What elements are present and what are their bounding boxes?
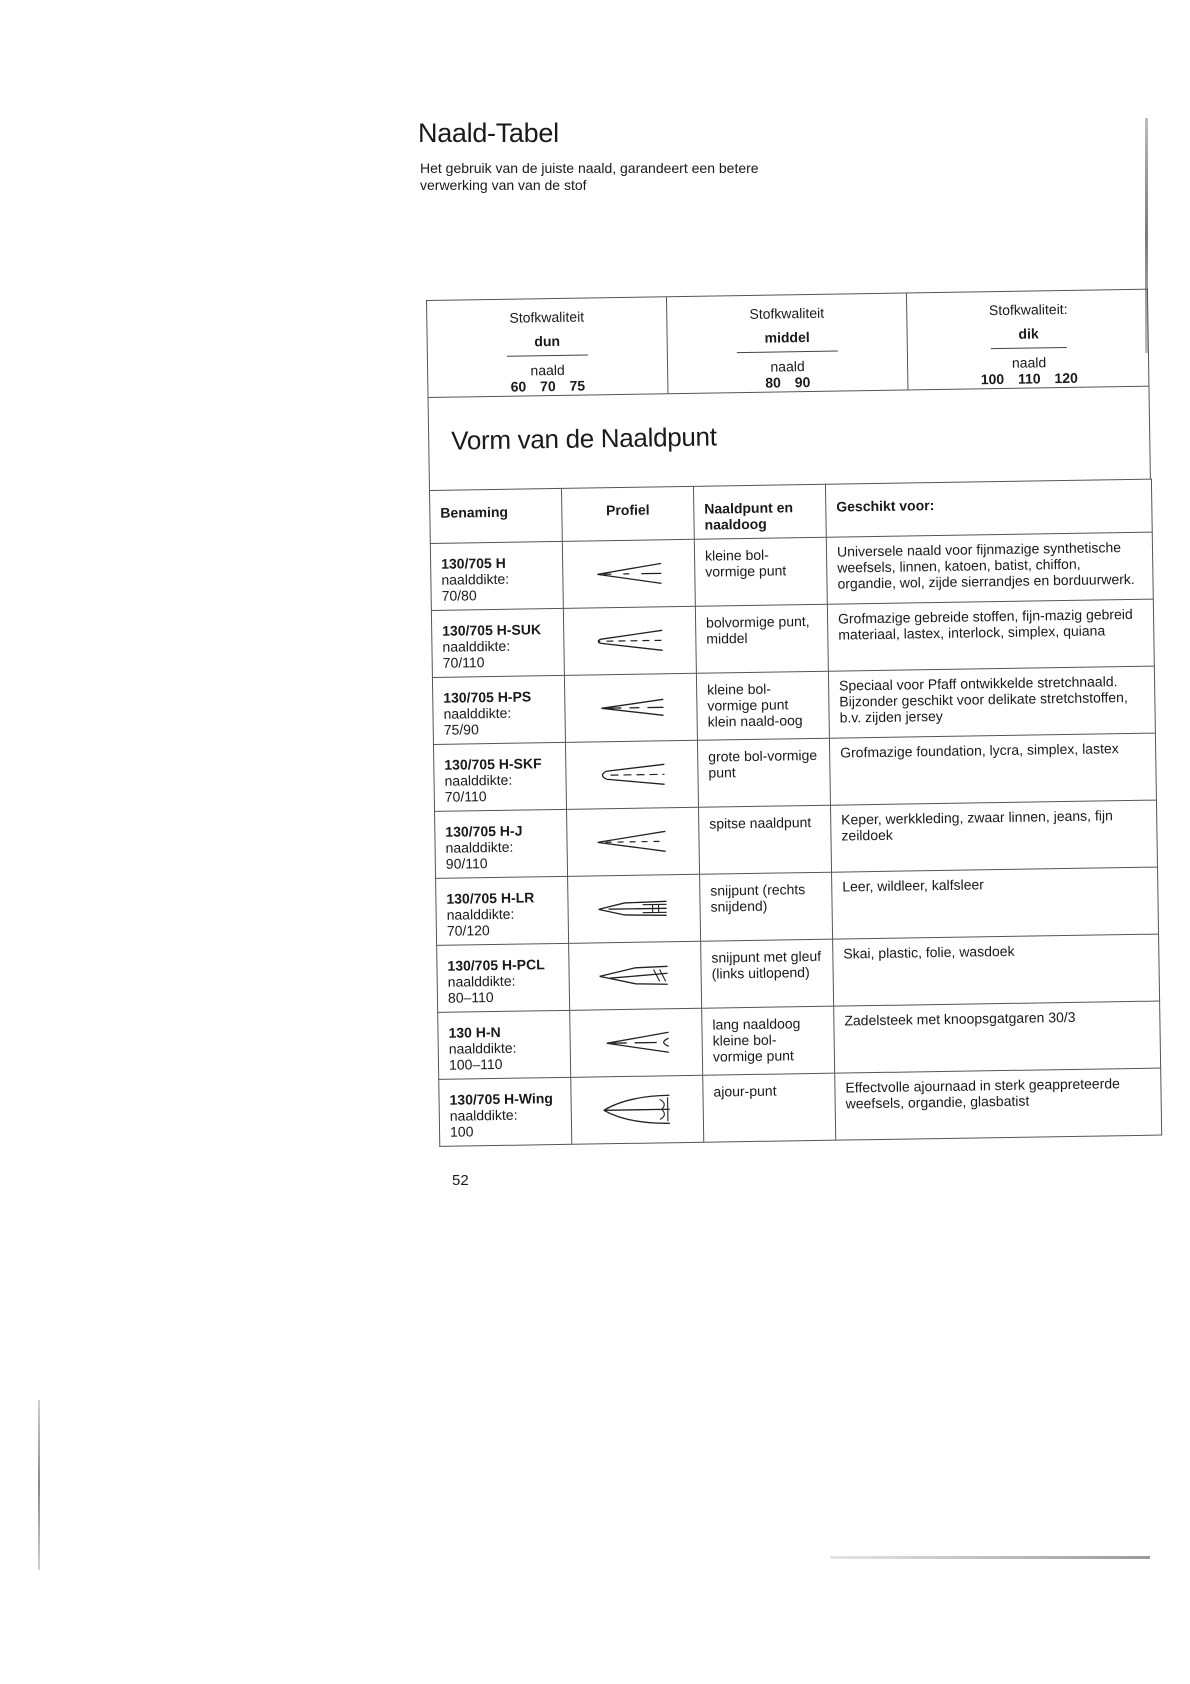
needle-name-cell [435,809,568,878]
needle-leather-left-icon [595,951,676,1000]
needle-long-eye-icon [596,1018,677,1067]
fabric-quality-label: Stofkwaliteit: [988,300,1068,319]
needle-use-cell: Grofmazige gebreide stoffen, fijn-mazig gebreid materiaal, lastex, interlock, simplex, quiana [827,599,1154,671]
needle-label: naald [770,358,805,375]
table-row [437,934,1160,1012]
fabric-quality-thin [427,297,668,397]
needle-use-cell: Grofmazige foundation, lycra, simplex, lastex [829,733,1156,805]
needle-dim: 100–110 [448,1055,503,1073]
needle-name-cell [430,541,563,610]
page-title: Naald-Tabel [418,118,559,148]
needle-name: 130/705 H-PCL [447,956,545,974]
needle-point-cell: spitse naaldpunt [699,805,832,874]
needle-wing-icon [597,1085,678,1134]
needle-large-ball-icon [592,750,673,799]
needle-dim-label: naalddikte: [445,838,514,856]
needle-dim: 70/120 [446,922,490,939]
needle-profile-cell [562,539,695,608]
needle-profile-cell [567,807,700,876]
needle-name-cell [438,1010,571,1079]
needle-name-cell [431,608,564,677]
fabric-quality-medium [667,293,908,393]
needle-dim-label: naalddikte: [442,637,511,655]
needle-point-cell: snijpunt met gleuf (links uitlopend) [701,939,834,1008]
needle-name-cell [439,1077,572,1146]
needle-name: 130/705 H-PS [443,688,532,706]
needle-point-cell: kleine bol-vormige punt klein naald-oog [696,671,829,740]
needle-use-cell: Universele naald voor fijnmazige synthetische weefsels, linnen, katoen, batist, chiffon, organdie, wol, zijde sierrandjes en borduurwerk. [826,532,1153,604]
needle-sharp-icon [593,817,674,866]
needle-dim: 75/90 [443,721,479,738]
table-row [430,532,1153,610]
needle-name-cell [436,876,569,945]
needle-dim: 70/110 [442,654,485,671]
fabric-quality-label: Stofkwaliteit [749,304,825,322]
fabric-quality-grade: dik [990,325,1067,349]
table-row [436,867,1159,945]
needle-profile-cell [564,673,697,742]
needle-profile-cell [565,740,698,809]
scan-edge [38,1400,40,1570]
needle-point-cell: grote bol-vormige punt [697,738,830,807]
needle-rows [430,532,1161,1146]
column-header-profile: Profiel [561,486,694,541]
needle-name: 130/705 H-SUK [442,621,542,639]
needle-universal-icon [588,549,669,598]
needle-dim-label: naalddikte: [447,972,516,990]
needle-name: 130/705 H-J [445,822,523,840]
needle-dim: 70/110 [444,788,487,805]
needle-profile-cell [569,941,702,1010]
needle-sizes: 60 70 75 [510,377,586,395]
table-row [432,666,1155,744]
fabric-quality-grade: middel [736,329,837,354]
needle-use-cell: Speciaal voor Pfaff ontwikkelde stretchnaald. Bijzonder geschikt voor delikate stretchstoffen, b.v. zijden jersey [828,666,1155,738]
fabric-quality-thick [907,290,1150,390]
needle-dim-label: naalddikte: [441,570,510,588]
needle-point-cell: lang naaldoog kleine bol-vormige punt [702,1006,835,1075]
fabric-quality-label: Stofkwaliteit [509,308,585,326]
table-row [435,800,1158,878]
needle-ballpoint-icon [590,616,671,665]
column-header-use: Geschikt voor: [825,479,1152,537]
needle-point-cell: ajour-punt [703,1073,836,1142]
needle-dim: 80–110 [447,989,494,1006]
needle-stretch-icon [591,683,672,732]
needle-dim-label: naalddikte: [443,704,512,722]
point-section-header [428,386,1151,490]
page-number: 52 [452,1172,469,1189]
needle-name: 130/705 H-LR [446,889,535,907]
needle-point-cell: kleine bol-vormige punt [694,537,827,606]
needle-dim-label: naalddikte: [444,771,513,789]
needle-dim-label: naalddikte: [449,1106,518,1124]
needle-use-cell: Keper, werkkleding, zwaar linnen, jeans, fijn zeildoek [830,800,1157,872]
needle-name-cell [437,943,570,1012]
needle-use-cell: Skai, plastic, folie, wasdoek [833,934,1160,1006]
needle-point-cell: bolvormige punt, middel [695,604,828,673]
table-row [431,599,1154,677]
needle-sizes: 80 90 [765,373,811,391]
needle-profile-cell [571,1075,704,1144]
needle-label: naald [530,361,565,379]
needle-dim: 100 [449,1123,474,1140]
needle-use-cell: Leer, wildleer, kalfsleer [832,867,1159,939]
needle-profile-cell [570,1008,703,1077]
needle-table-block [426,289,1161,1147]
needle-dim: 70/80 [441,587,477,604]
fabric-quality-grade: dun [506,332,588,356]
fabric-quality-table [426,289,1149,397]
needle-dim: 90/110 [445,855,488,872]
needle-sizes: 100 110 120 [980,369,1078,388]
table-row [433,733,1156,811]
needle-name: 130 H-N [448,1023,501,1041]
needle-name-cell [432,675,565,744]
needle-name: 130/705 H-SKF [444,755,542,773]
scan-edge [830,1556,1150,1559]
needle-dim-label: naalddikte: [448,1039,517,1057]
section-title: Vorm van de Naaldpunt [450,421,717,456]
column-header-point: Naaldpunt en naaldoog [693,484,826,539]
table-row [439,1068,1162,1146]
needle-dim-label: naalddikte: [446,905,515,923]
needle-name: 130/705 H [441,554,506,572]
intro-text: Het gebruik van de juiste naald, garandeert een betere verwerking van van de stof [420,160,759,193]
needle-name: 130/705 H-Wing [449,1090,554,1108]
needle-profile-cell [568,874,701,943]
needle-leather-right-icon [594,884,675,933]
column-header-name: Benaming [429,488,562,543]
needle-label: naald [1011,354,1047,371]
needle-name-cell [433,742,566,811]
needle-point-cell: snijpunt (rechts snijdend) [700,872,833,941]
table-row [438,1001,1161,1079]
needle-point-table [429,479,1162,1147]
needle-use-cell: Effectvolle ajournaad in sterk geappreteerde weefsels, organdie, glasbatist [835,1068,1162,1140]
needle-profile-cell [563,606,696,675]
needle-use-cell: Zadelsteek met knoopsgatgaren 30/3 [834,1001,1161,1073]
